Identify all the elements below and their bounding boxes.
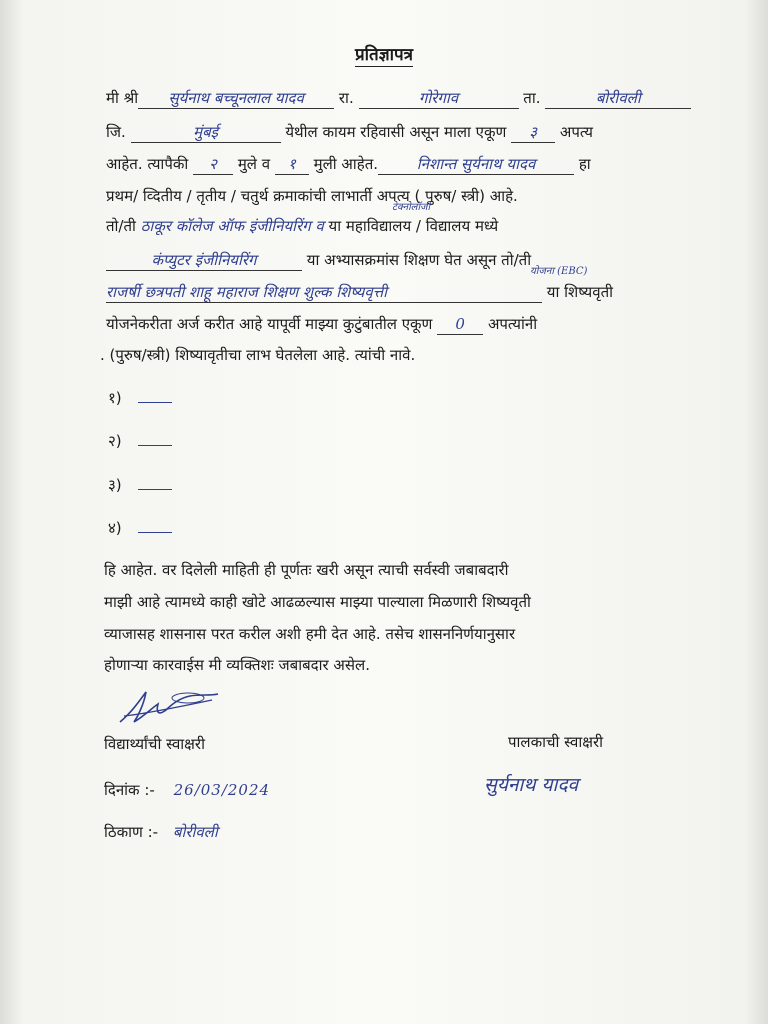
text-shishyavruti: या शिष्यवृती xyxy=(546,283,614,301)
course-name: कंप्युटर इंजीनियरिंग xyxy=(106,250,302,271)
date-value: 26/03/2024 xyxy=(173,781,271,799)
place-row xyxy=(104,822,218,842)
text-tyapaiki: आहेत. त्यापैकी xyxy=(106,155,189,173)
blank-dash xyxy=(138,481,172,490)
student-signature xyxy=(114,686,224,728)
text-apatya: अपत्य xyxy=(559,123,593,141)
text-to-ti: तो/ती xyxy=(106,217,136,235)
line-9: . (पुरुष/स्त्री) शिष्यावृतीचा लाभ घेतलेला आहे. त्यांची नावे. xyxy=(100,346,416,364)
text-ji: जि. xyxy=(106,123,126,141)
list-item-2: २) xyxy=(108,431,172,451)
text-ra: रा. xyxy=(338,89,354,107)
student-signature-label: विद्यार्थ्यांची स्वाक्षरी xyxy=(104,735,205,753)
blank-dash xyxy=(138,394,172,403)
scheme-name: राजर्षी छत्रपती शाहू महाराज शिक्षण शुल्क शिष्यवृत्ती xyxy=(106,282,542,303)
applicant-name: सुर्यनाथ बच्चूनलाल यादव xyxy=(138,88,334,109)
text-mahavidyalaya: या महाविद्यालय / विद्यालय मध्ये xyxy=(328,217,499,235)
blank-dash xyxy=(138,524,172,533)
declaration-line-4: होणाऱ्या कारवाईस मी व्यक्तिशः जबाबदार असेल. xyxy=(104,656,370,674)
child-name: निशान्त सुर्यनाथ यादव xyxy=(378,154,574,175)
village-value: गोरेगाव xyxy=(359,88,519,109)
line-3 xyxy=(106,154,591,175)
inserted-yojana: योजना (EBC) xyxy=(530,266,588,277)
text-apatyanni: अपत्यांनी xyxy=(487,315,538,333)
place-value: बोरीवली xyxy=(172,823,218,841)
district-value: मुंबई xyxy=(131,122,281,143)
taluka-value: बोरीवली xyxy=(545,88,691,109)
line-2 xyxy=(106,122,593,143)
declaration-line-1: हि आहेत. वर दिलेली माहिती ही पूर्णतः खरी असून त्याची सर्वस्वी जबाबदारी xyxy=(104,561,509,579)
text-abhyaskram: या अभ्यासक्रमांस शिक्षण घेत असून तो/ती xyxy=(306,251,532,269)
text-ha: हा xyxy=(578,155,591,173)
text-ta: ता. xyxy=(523,89,541,107)
sons-count: २ xyxy=(193,154,233,175)
previous-beneficiary-count: 0 xyxy=(437,314,483,335)
line-6 xyxy=(106,250,531,271)
text-mule-va: मुले व xyxy=(237,155,271,173)
parent-signature-label: पालकाची स्वाक्षरी xyxy=(508,733,603,751)
text-muli-ahet: मुली आहेत. xyxy=(313,155,379,173)
date-label: दिनांक :- xyxy=(104,781,155,799)
text-yojanekarita: योजनेकरीता अर्ज करीत आहे यापूर्वी माझ्या कुटुंबातील एकूण xyxy=(106,315,433,333)
text-mi-shri: मी श्री xyxy=(106,89,139,107)
parent-signature: सुर्यनाथ यादव xyxy=(484,774,579,796)
line-5 xyxy=(106,216,498,236)
inserted-technology: टेक्नोलॉजी xyxy=(392,202,431,213)
declaration-line-2: माझी आहे त्यामध्ये काही खोटे आढळल्यास माझ्या पाल्याला मिळणारी शिष्यवृती xyxy=(104,593,531,611)
document-title: प्रतिज्ञापत्र xyxy=(354,45,414,65)
text-resident: येथील कायम रहिवासी असून माला एकूण xyxy=(285,123,507,141)
line-7 xyxy=(106,282,613,303)
college-name: ठाकूर कॉलेज ऑफ इंजीनियरिंग व xyxy=(140,217,324,235)
line-1 xyxy=(106,88,691,109)
place-label: ठिकाण :- xyxy=(104,823,159,841)
line-4: प्रथम/ व्दितीय / तृतीय / चतुर्थ क्रमाकांची लाभार्ती अपत्य ( पुरुष/ स्त्री) आहे. xyxy=(106,187,518,205)
daughters-count: १ xyxy=(275,154,309,175)
children-count: ३ xyxy=(511,122,555,143)
blank-dash xyxy=(138,437,172,446)
line-8 xyxy=(106,314,537,335)
list-item-1: १) xyxy=(108,388,172,408)
list-item-3: ३) xyxy=(108,475,172,495)
date-row xyxy=(104,780,270,800)
declaration-line-3: व्याजासह शासनास परत करील अशी हमी देत आहे. तसेच शासननिर्णयानुसार xyxy=(104,625,516,643)
list-item-4: ४) xyxy=(108,518,172,538)
